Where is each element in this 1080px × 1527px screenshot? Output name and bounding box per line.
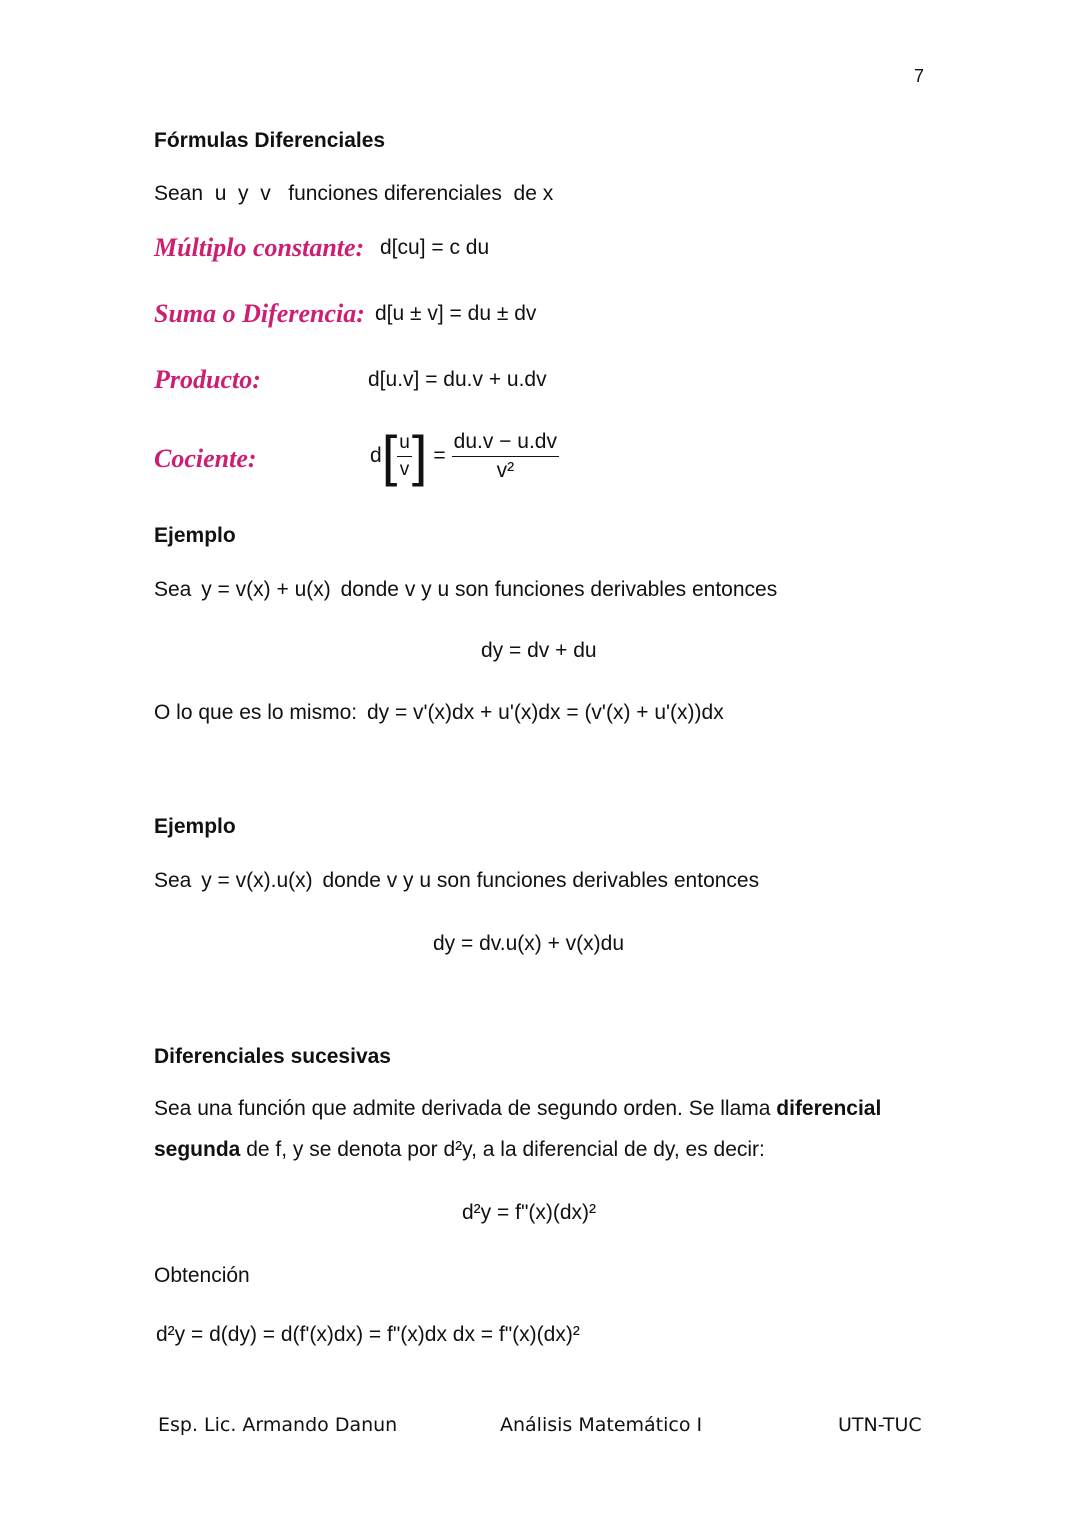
section2-paragraph-line2: [154, 1138, 765, 1162]
section2-formula: d²y = f"(x)(dx)²: [462, 1201, 597, 1224]
example2-prefix: Sea: [154, 869, 192, 892]
footer-institution: UTN-TUC: [838, 1414, 922, 1436]
example1-restate-prefix: O lo que es lo mismo:: [154, 701, 358, 724]
rule-formula-producto: d[u.v] = du.v + u.dv: [368, 368, 547, 391]
footer-course: Análisis Matemático I: [500, 1414, 703, 1436]
section2-para2-bold: segunda: [154, 1138, 241, 1161]
example2-formula: y = v(x).u(x): [201, 869, 313, 892]
example1-formula: y = v(x) + u(x): [201, 578, 331, 601]
page-number: 7: [914, 66, 925, 86]
rule-label-producto: Producto:: [154, 365, 261, 394]
example1-restate-formula: dy = v'(x)dx + u'(x)dx = (v'(x) + u'(x))dx: [366, 701, 724, 724]
example1-result: dy = dv + du: [481, 639, 597, 662]
example1-title: Ejemplo: [154, 524, 236, 547]
section-title-formulas: Fórmulas Diferenciales: [154, 129, 386, 152]
section2-para1-bold: diferencial: [776, 1097, 882, 1120]
section2-para2-text-a: de f, y se denota por: [240, 1138, 444, 1161]
cociente-inner-num: u: [397, 432, 412, 457]
example1-sentence: [154, 578, 777, 602]
example2-result: dy = dv.u(x) + v(x)du: [433, 932, 625, 955]
rule-label-suma: Suma o Diferencia:: [154, 299, 365, 328]
footer-author: Esp. Lic. Armando Danun: [158, 1414, 398, 1436]
obtencion-formula: d²y = d(dy) = d(f'(x)dx) = f"(x)dx dx = f"(x)(dx)²: [156, 1323, 580, 1346]
example2-title: Ejemplo: [154, 815, 236, 838]
rule-formula-cociente: d [ $\frac{u}{v}$ ] = $\frac{du.v - u.dv}{\text{v²}}$: [370, 424, 557, 487]
rule-formula-suma: d[u ± v] = du ± dv: [375, 302, 537, 325]
section2-paragraph-line1: [154, 1097, 881, 1121]
cociente-numerator: du.v − u.dv: [452, 430, 559, 457]
rule-label-cociente: Cociente:: [154, 444, 257, 473]
obtencion-label: Obtención: [154, 1264, 250, 1287]
section2-title: Diferenciales sucesivas: [154, 1045, 391, 1068]
example2-suffix: donde v y u son funciones derivables entonces: [322, 869, 760, 892]
cociente-denominator: v²: [496, 458, 515, 482]
section2-para2-text-b: , a la diferencial de dy, es decir:: [471, 1138, 765, 1161]
cociente-inner-den: v: [399, 458, 410, 480]
example1-suffix: donde v y u son funciones derivables entonces: [340, 578, 778, 601]
intro-text: Sean u y v funciones diferenciales de x: [154, 182, 554, 205]
rule-label-multiplo: Múltiplo constante:: [154, 233, 365, 262]
example1-restate: [154, 701, 724, 725]
section2-para2-math: d²y: [443, 1138, 472, 1161]
example1-prefix: Sea: [154, 578, 192, 601]
section2-para1-text: Sea una función que admite derivada de segundo orden. Se llama: [154, 1097, 777, 1120]
example2-sentence: [154, 869, 759, 893]
rule-formula-multiplo: d[cu] = c du: [380, 236, 490, 259]
